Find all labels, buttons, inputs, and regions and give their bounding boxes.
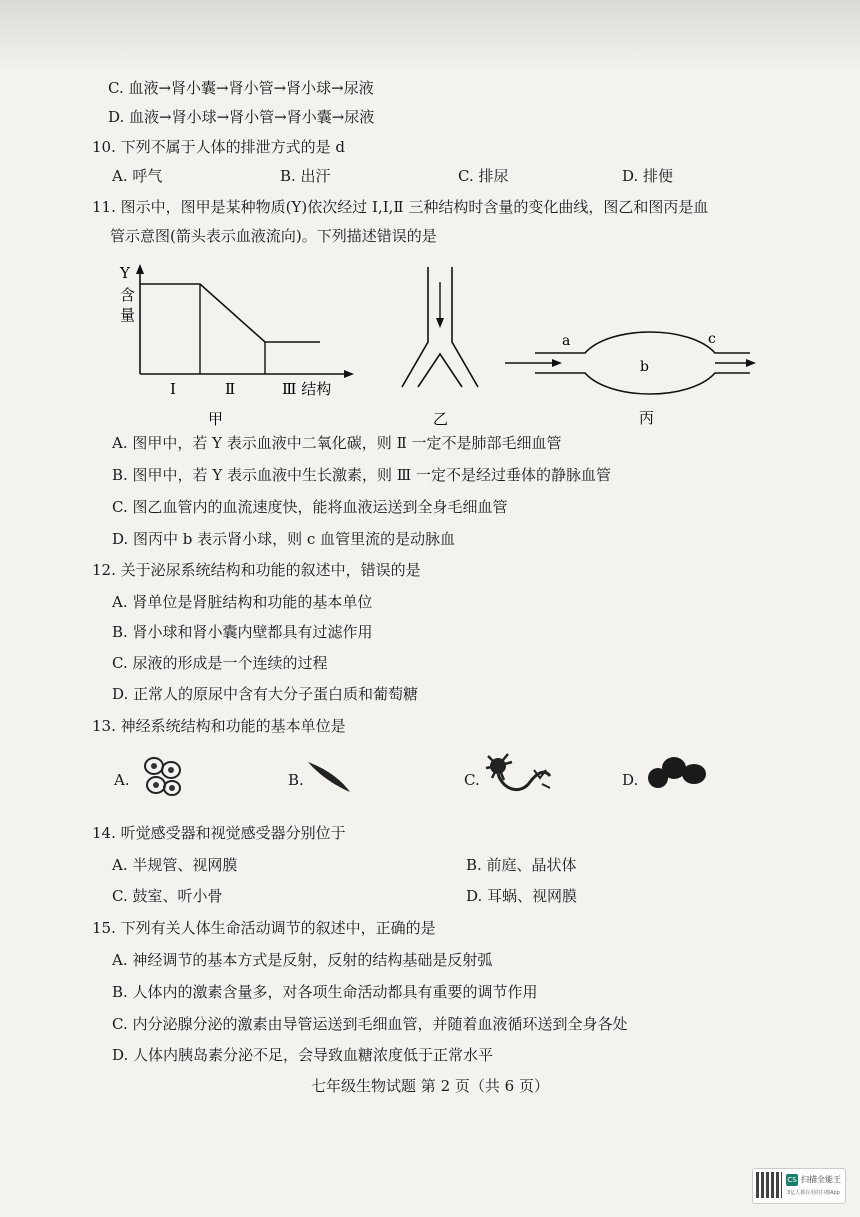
q13-image-d-blood-cells [644,752,714,794]
q13-stem: 13. 神经系统结构和功能的基本单位是 [92,717,346,735]
yi-right-wall [452,267,478,387]
q14-option-b: B. 前庭、晶状体 [466,856,577,874]
q11-option-c: C. 图乙血管内的血流速度快，能将血液运送到全身毛细血管 [112,498,508,516]
bing-label-c: c [708,331,716,347]
q10-option-d: D. 排便 [622,167,674,185]
jia-x-label-1: Ⅰ [170,380,176,398]
q14-option-c: C. 鼓室、听小骨 [112,887,223,905]
q15-option-d: D. 人体内胰岛素分泌不足，会导致血糖浓度低于正常水平 [112,1046,494,1064]
bing-out-arrowhead [746,359,756,367]
q11-stem-line2: 管示意图(箭头表示血液流向)。下列描述错误的是 [110,227,437,245]
q11-option-d: D. 图丙中 b 表示肾小球，则 c 血管里流的是动脉血 [112,530,456,548]
q14-option-a: A. 半规管、视网膜 [112,856,238,874]
scanner-watermark [752,1168,846,1204]
q13-option-a: A. [114,771,130,789]
yi-fork-inner [418,354,462,387]
jia-caption: 甲 [208,410,224,428]
bing-caption: 丙 [639,409,655,427]
page-footer: 七年级生物试题 第 2 页（共 6 页） [311,1077,549,1095]
figure-yi [390,262,490,432]
q11-option-b: B. 图甲中，若 Y 表示血液中生长激素，则 Ⅲ 一定不是经过垂体的静脉血管 [112,466,612,484]
q13-image-c-neuron [484,748,554,800]
jia-x-arrow [344,370,354,378]
yi-flow-arrowhead [436,318,444,328]
scanner-tagline: 3亿人都在用的扫描App [787,1190,840,1196]
q12-option-b: B. 肾小球和肾小囊内壁都具有过滤作用 [112,623,373,641]
q14-option-d: D. 耳蜗、视网膜 [466,887,578,905]
figure-jia [110,262,360,432]
camscanner-logo-icon: CS [787,1176,797,1184]
bing-bottom-wall [535,373,750,394]
q11-option-a: A. 图甲中，若 Y 表示血液中二氧化碳，则 Ⅱ 一定不是肺部毛细血管 [112,434,562,452]
q15-option-b: B. 人体内的激素含量多，对各项生命活动都具有重要的调节作用 [112,983,538,1001]
q9-option-c: C. 血液→肾小囊→肾小管→肾小球→尿液 [108,79,374,97]
q9-option-d: D. 血液→肾小球→肾小管→肾小囊→尿液 [108,108,375,126]
q15-option-a: A. 神经调节的基本方式是反射，反射的结构基础是反射弧 [112,951,493,969]
jia-y-label-2: 含 [120,286,136,304]
yi-left-wall [402,267,428,387]
q11-stem-line1: 11. 图示中，图甲是某种物质(Y)依次经过 Ⅰ,Ⅰ,Ⅱ 三种结构时含量的变化曲线，图乙和图丙是血 [92,198,709,216]
q13-option-b: B. [288,771,304,789]
q15-option-c: C. 内分泌腺分泌的激素由导管运送到毛细血管，并随着血液循环送到全身各处 [112,1015,628,1033]
qr-code-icon [756,1172,782,1198]
scan-top-shadow [0,0,860,70]
yi-caption: 乙 [433,410,449,428]
q13-image-b-muscle-cell [304,756,354,796]
jia-y-label: Y [120,264,130,282]
q14-stem: 14. 听觉感受器和视觉感受器分别位于 [92,824,346,842]
q13-image-a-cells [138,752,188,802]
jia-y-label-3: 量 [120,306,136,324]
figure-bing [500,315,760,430]
q12-option-a: A. 肾单位是肾脏结构和功能的基本单位 [112,593,373,611]
bing-in-arrowhead [552,359,562,367]
q12-stem: 12. 关于泌尿系统结构和功能的叙述中，错误的是 [92,561,421,579]
bing-label-a: a [562,333,571,349]
jia-x-label-2: Ⅱ [225,380,236,398]
jia-y-arrow [136,264,144,274]
jia-x-label-3: Ⅲ 结构 [282,380,332,398]
jia-curve [140,284,320,342]
q12-option-c: C. 尿液的形成是一个连续的过程 [112,654,328,672]
q10-option-c: C. 排尿 [458,167,509,185]
q10-option-a: A. 呼气 [112,167,163,185]
scanner-name: 扫描全能王 [801,1175,841,1184]
q15-stem: 15. 下列有关人体生命活动调节的叙述中，正确的是 [92,919,436,937]
q12-option-d: D. 正常人的原尿中含有大分子蛋白质和葡萄糖 [112,685,419,703]
q13-option-c: C. [464,771,480,789]
q10-option-b: B. 出汗 [280,167,331,185]
q10-stem: 10. 下列不属于人体的排泄方式的是 d [92,138,345,156]
bing-label-b: b [640,359,649,375]
q13-option-d: D. [622,771,639,789]
